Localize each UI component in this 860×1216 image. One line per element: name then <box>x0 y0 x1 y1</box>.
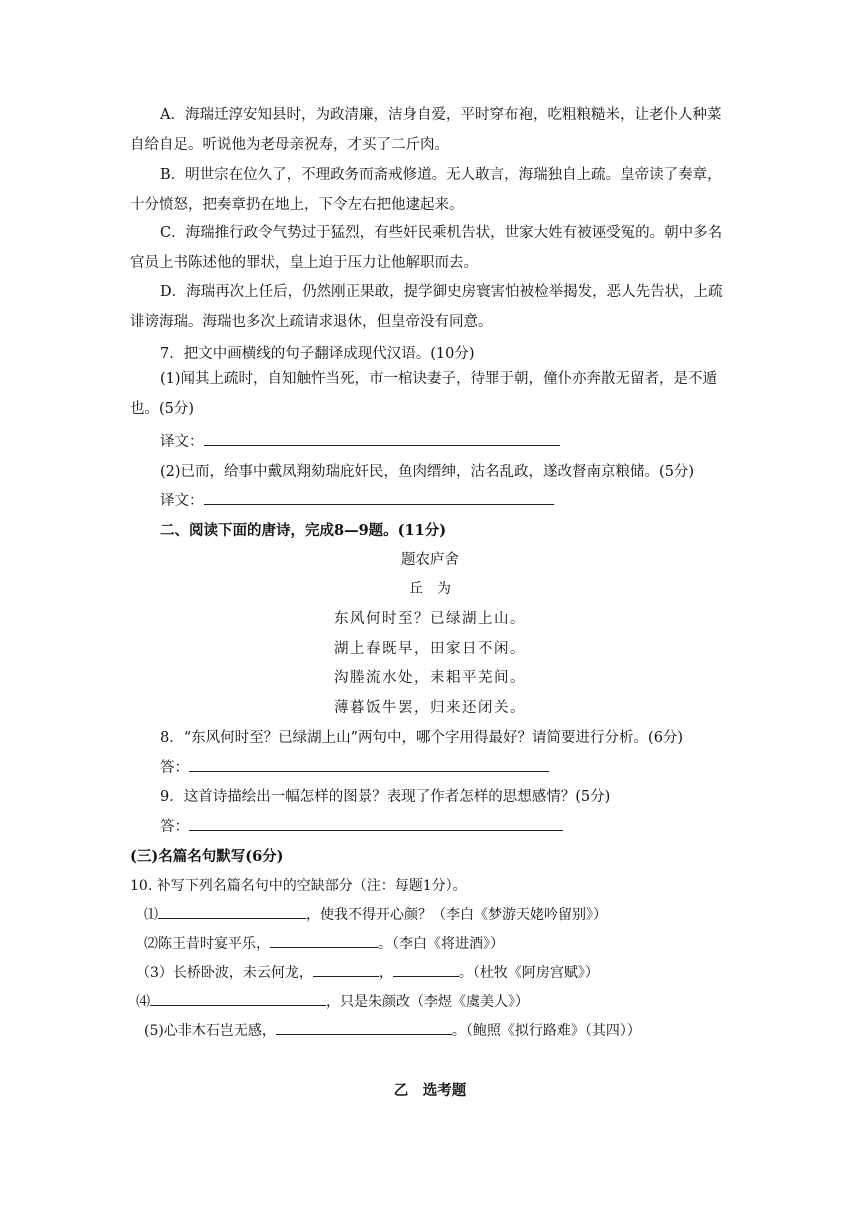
q7-answer-2 <box>160 489 554 510</box>
q8-answer <box>160 756 549 777</box>
q9-answer <box>160 815 563 836</box>
answer-blank[interactable] <box>204 490 554 505</box>
option-c: C．海瑞推行政令气势过于猛烈，有些奸民乘机告状，世家大姓有被诬受冤的。朝中多名官员上书陈述他的罪状，皇上迫于压力让他解职而去。 <box>130 225 723 271</box>
recitation-item-1: ⑴ ，使我不得开心颜？（李白《梦游天姥吟留别》） <box>144 904 607 924</box>
question-8: 8．“东风何时至？已绿湖上山”两句中，哪个字用得最好？请简要进行分析。(6分) <box>160 730 684 746</box>
answer-label: 答： <box>160 819 189 835</box>
fill-blank[interactable] <box>270 933 378 948</box>
question-10: 10. 补写下列名篇名句中的空缺部分（注：每题1分）。 <box>130 878 467 894</box>
fill-blank[interactable] <box>393 962 459 977</box>
recitation-item-4: ⑷ ，只是朱颜改（李煜《虞美人》） <box>136 991 529 1011</box>
question-7-sentence-1: (1)闻其上疏时，自知触忤当死，市一棺诀妻子，待罪于朝，僮仆亦奔散无留者，是不遁也。(5分) <box>130 371 718 417</box>
option-b: B．明世宗在位久了，不理政务而斋戒修道。无人敢言，海瑞独自上疏。皇帝读了奏章，十分愤怒，把奏章扔在地上，下令左右把他逮起来。 <box>130 167 722 213</box>
question-9: 9．这首诗描绘出一幅怎样的图景？表现了作者怎样的思想感情？(5分) <box>160 789 611 805</box>
poem-line: 沟塍流水处，耒耜平芜间。 <box>334 670 526 686</box>
answer-label: 答： <box>160 760 189 776</box>
option-d: D．海瑞再次上任后，仍然刚正果敢，提学御史房寰害怕被检举揭发，恶人先告状，上疏诽谤海瑞。海瑞也多次上疏请求退休，但皇帝没有同意。 <box>130 284 723 330</box>
answer-label: 译文： <box>160 434 204 450</box>
option-a: A．海瑞迁淳安知县时，为政清廉，洁身自爱，平时穿布袍，吃粗粮糙米，让老仆人种菜自给自足。听说他为老母亲祝寿，才买了二斤肉。 <box>130 107 722 153</box>
answer-blank[interactable] <box>189 757 549 772</box>
recitation-item-5: (5)心非木石岂无感， 。（鲍照《拟行路难》（其四）） <box>144 1020 641 1040</box>
question-7: 7．把文中画横线的句子翻译成现代汉语。(10分) <box>160 346 475 362</box>
fill-blank[interactable] <box>313 962 379 977</box>
section-heading-elective: 乙 选考题 <box>393 1082 467 1099</box>
q7-answer-1 <box>160 430 560 451</box>
fill-blank[interactable] <box>276 1020 452 1035</box>
question-7-sentence-2: (2)已而，给事中戴凤翔劾瑞庇奸民，鱼肉缙绅，沽名乱政，遂改督南京粮储。(5分) <box>160 464 695 480</box>
fill-blank[interactable] <box>150 991 326 1006</box>
poem-line: 薄暮饭牛罢，归来还闭关。 <box>334 700 526 716</box>
section-3-heading: (三)名篇名句默写(6分) <box>130 848 284 865</box>
answer-label: 译文： <box>160 493 204 509</box>
poem-author: 丘 为 <box>409 581 451 597</box>
recitation-item-3: （3）长桥卧波，未云何龙， ， 。（杜牧《阿房宫赋》） <box>136 962 599 982</box>
recitation-item-2: ⑵陈王昔时宴平乐， 。（李白《将进酒》） <box>144 933 504 953</box>
section-2-heading: 二、阅读下面的唐诗，完成8—9题。(11分) <box>160 522 447 539</box>
fill-blank[interactable] <box>158 904 306 919</box>
answer-blank[interactable] <box>189 816 563 831</box>
poem-title: 题农庐舍 <box>401 552 459 568</box>
poem-line: 湖上春既早，田家日不闲。 <box>334 641 526 657</box>
answer-blank[interactable] <box>204 431 560 446</box>
poem-line: 东风何时至？已绿湖上山。 <box>334 611 526 627</box>
